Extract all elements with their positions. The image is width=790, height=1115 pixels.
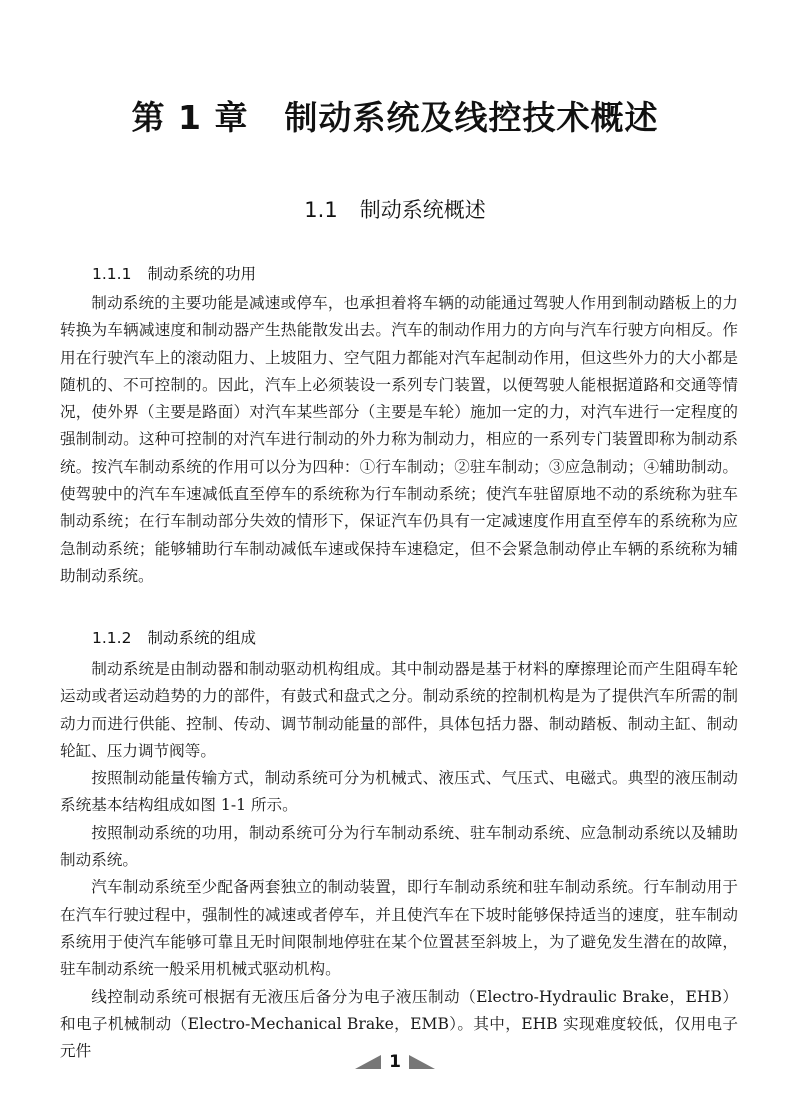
section-title-text: 制动系统概述: [359, 198, 486, 222]
chapter-title-text: 制动系统及线控技术概述: [284, 98, 659, 137]
section-number: 1.1: [304, 198, 338, 222]
chapter-number: 第 1 章: [131, 98, 249, 137]
left-triangle-ornament-icon: [355, 1055, 381, 1069]
subsection-body-1-1-2: [60, 656, 738, 1065]
paragraph: 线控制动系统可根据有无液压后备分为电子液压制动（Electro-Hydraulic Brake，EHB）和电子机械制动（Electro-Mechanical Brake，EMB）。其中，EHB 实现难度较低，仅用电子元件: [60, 987, 738, 1061]
subsection-title-text: 制动系统的功用: [147, 265, 256, 283]
paragraph: 汽车制动系统至少配备两套独立的制动装置，即行车制动系统和驻车制动系统。行车制动用于在汽车行驶过程中，强制性的减速或者停车，并且使汽车在下坡时能够保持适当的速度，驻车制动系统用于使汽车能够可靠且无时间限制地停驻在某个位置甚至斜坡上，为了避免发生潜在的故障，驻车制动系统一般采用机械式驱动机构。: [60, 878, 738, 979]
paragraph: 制动系统的主要功能是减速或停车，也承担着将车辆的动能通过驾驶人作用到制动踏板上的力转换为车辆减速度和制动器产生热能散发出去。汽车的制动作用力的方向与汽车行驶方向相反。作用在行驶汽车上的滚动阻力、上坡阻力、空气阻力都能对汽车起制动作用，但这些外力的大小都是随机的、不可控制的。因此，汽车上必须装设一系列专门装置，以便驾驶人能根据道路和交通等情况，使外界（主要是路面）对汽车某些部分（主要是车轮）施加一定的力，对汽车进行一定程度的强制制动。这种可控制的对汽车进行制动的外力称为制动力，相应的一系列专门装置即称为制动系统。按汽车制动系统的作用可以分为四种：①行车制动；②驻车制动；③应急制动；④辅助制动。使驾驶中的汽车车速减低直至停车的系统称为行车制动系统；使汽车驻留原地不动的系统称为驻车制动系统；在行车制动部分失效的情形下，保证汽车仍具有一定减速度作用直至停车的系统称为应急制动系统；能够辅助行车制动减低车速或保持车速稳定，但不会紧急制动停止车辆的系统称为辅助制动系统。: [60, 294, 738, 585]
paragraph: 按照制动能量传输方式，制动系统可分为机械式、液压式、气压式、电磁式。典型的液压制动系统基本结构组成如图 1-1 所示。: [60, 769, 738, 815]
chapter-title: [0, 92, 790, 139]
paragraph: 按照制动系统的功用，制动系统可分为行车制动系统、驻车制动系统、应急制动系统以及辅助制动系统。: [60, 823, 738, 870]
subsection-title-1-1-1: [92, 262, 256, 284]
right-triangle-ornament-icon: [409, 1055, 435, 1069]
section-title: [0, 194, 790, 224]
subsection-title-1-1-2: [92, 626, 256, 648]
subsection-title-text: 制动系统的组成: [147, 629, 256, 647]
subsection-body-1-1-1: [60, 290, 738, 590]
paragraph: 制动系统是由制动器和制动驱动机构组成。其中制动器是基于材料的摩擦理论而产生阻碍车轮运动或者运动趋势的力的部件，有鼓式和盘式之分。制动系统的控制机构是为了提供汽车所需的制动力而进行供能、控制、传动、调节制动能量的部件，具体包括力器、制动踏板、制动主缸、制动轮缸、压力调节阀等。: [60, 660, 738, 760]
page-number: 1: [389, 1052, 401, 1072]
page-footer: [0, 1052, 790, 1072]
subsection-number: 1.1.1: [92, 265, 132, 283]
subsection-number: 1.1.2: [92, 629, 132, 647]
